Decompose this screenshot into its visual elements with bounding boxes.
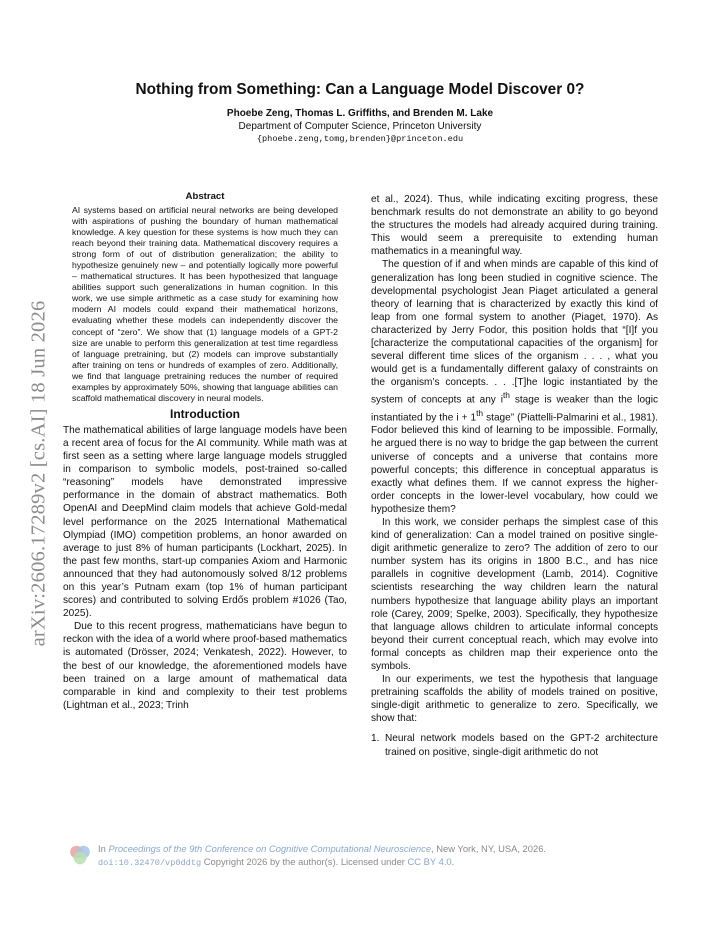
venue-link[interactable]: Proceedings of the 9th Conference on Cognitive Computational Neuroscience	[108, 843, 432, 854]
affiliation: Department of Computer Science, Princeton University	[238, 121, 482, 132]
intro-paragraph-4: In this work, we consider perhaps the simplest case of this kind of generalization: Can a model trained on positive single-digit arithmetic generalize to zero? The addition of zero to our number system has its origins in 1800 B.C., and has nice parallels in cognitive development (Lamb, 2014). Cognitive scientists researching the way children learn the natural numbers hypothesize that language ability plays an important role (Carey, 2009; Spelke, 2003). Specifically, they hypothesize that language allows children to articulate informal concepts beyond their current conceptual reach, which may evolve into formal concepts as children map their experience onto the symbols.	[371, 516, 658, 672]
doi-link[interactable]: doi:10.32470/vp0ddtg	[98, 858, 202, 868]
introduction-heading: Introduction	[170, 406, 240, 421]
right-column	[371, 193, 658, 759]
paper-header	[70, 80, 650, 145]
ccn-logo-icon	[68, 843, 92, 867]
author-list: Phoebe Zeng, Thomas L. Griffiths, and Brenden M. Lake	[226, 108, 494, 119]
intro-paragraph-5: In our experiments, we test the hypothesis that language pretraining scaffolds the ability of models trained on positive, single-digit arithmetic to generalize to zero. Specifically, we show that:	[371, 674, 658, 725]
intro-paragraph-2-continued: et al., 2024). Thus, while indicating exciting progress, these benchmark results do not demonstrate an ability to go beyond the structures the models had already acquired during training. This would seem a prerequisite to extending human mathematics in a meaningful way.	[371, 194, 658, 258]
list-item-number: 1.	[371, 733, 380, 745]
arxiv-stamp	[22, 262, 56, 684]
left-column	[63, 190, 347, 712]
abstract-text: AI systems based on artificial neural networks are being developed with aspirations of pushing the boundary of human mathematical knowledge. A key question for these systems is how much they can reach beyond their training data. Mathematical discovery requires a strong form of out of distribution generalization; the ability to hypothesize genuinely new – and potentially logically more powerful – mathematical structures. It has been hypothesized that language abilities support such generalizations in human cognition. In this work, we use simple arithmetic as a case study for examining how modern AI models could expand their mathematical horizons, evaluating whether these models can independently discover the concept of “zero”. We show that (1) language models of a GPT-2 size are unable to perform this generalization at test time regardless of language pretraining, but (2) models can improve substantially after training on tens or hundreds of examples of zero. Additionally, we find that language pretraining reduces the number of required examples by approximately 50%, showing that language abilities can scaffold mathematical discovery in neural models.	[72, 205, 338, 403]
paper-title: Nothing from Something: Can a Language Model Discover 0?	[135, 81, 585, 98]
author-email: {phoebe.zeng,tomg,brenden}@princeton.edu	[256, 134, 464, 144]
intro-paragraph-2: Due to this recent progress, mathematicians have begun to reckon with the idea of a world where proof-based mathematics is automated (Drösser, 2024; Venkatesh, 2022). However, to the best of our knowledge, the aforementioned models have been trained on a large amount of mathematical data comparable in kind and complexity to their test problems (Lightman et al., 2023; Trinh	[63, 621, 347, 711]
contribution-list	[371, 732, 658, 758]
intro-paragraph-1: The mathematical abilities of large language models have been a recent area of focus for the AI community. While math was at first seen as a setting where large language models struggled in comparison to symbolic models, post-trained so-called “reasoning” models have demonstrated impressive performance in the domain of abstract mathematics. Both OpenAI and DeepMind claim models that achieve Gold-medal level performance on the 2025 International Mathematical Olympiad (IMO) competition problems, an honor awarded on average to just 8% of human participants (Lockhart, 2025). In the past few months, start-up companies Axiom and Harmonic announced that they had autonomously solved 8/12 problems on this year’s Putnam exam (top 1% of human participant scores) and contributed to solving Erdős problem #1026 (Tao, 2025).	[63, 424, 347, 620]
list-item: Neural network models based on the GPT-2 architecture trained on positive, single-digit arithmetic do not	[385, 733, 658, 758]
abstract-heading: Abstract	[185, 191, 225, 202]
intro-paragraph-3: The question of if and when minds are capable of this kind of generalization has long been studied in cognitive science. The developmental psychologist Jean Piaget articulated a general theory of learning that is characterized by exactly this kind of leap from one formal system to another (Piaget, 1970). As characterized by Jerry Fodor, this position holds that “[I]f you [characterize the computational capacities of the organism] for several different time slices of the organism . . . , what you would get is a fundamentally different galaxy of constraints on the organism’s concepts. . . .[T]he logic instantiated by the system of concepts at any $i^{th}$ stage is weaker than the logic instantiated by the i + 1th stage” (Piattelli-Palmarini et al., 1981). Fodor believed this kind of learning to be impossible. Formally, he argued there is no way to bridge the gap between the current universe of concepts and a universe that contains more powerful concepts; this difference in conceptual apparatus is exactly what defines them. If we cannot express the higher-order concepts in the lower-level vocabulary, how could we hypothesize them?	[371, 259, 658, 515]
footer-citation: In Proceedings of the 9th Conference on Cognitive Computational Neuroscience, New York, NY, USA, 2026. doi:10.32470/vp0ddtg Copyright 2026 by the author(s). Licensed under CC BY 4.0.	[98, 843, 547, 868]
license-link[interactable]: CC BY 4.0	[407, 856, 452, 867]
arxiv-stamp-text: arXiv:2606.17289v2 [cs.AI] 18 Jun 2026	[27, 300, 50, 646]
